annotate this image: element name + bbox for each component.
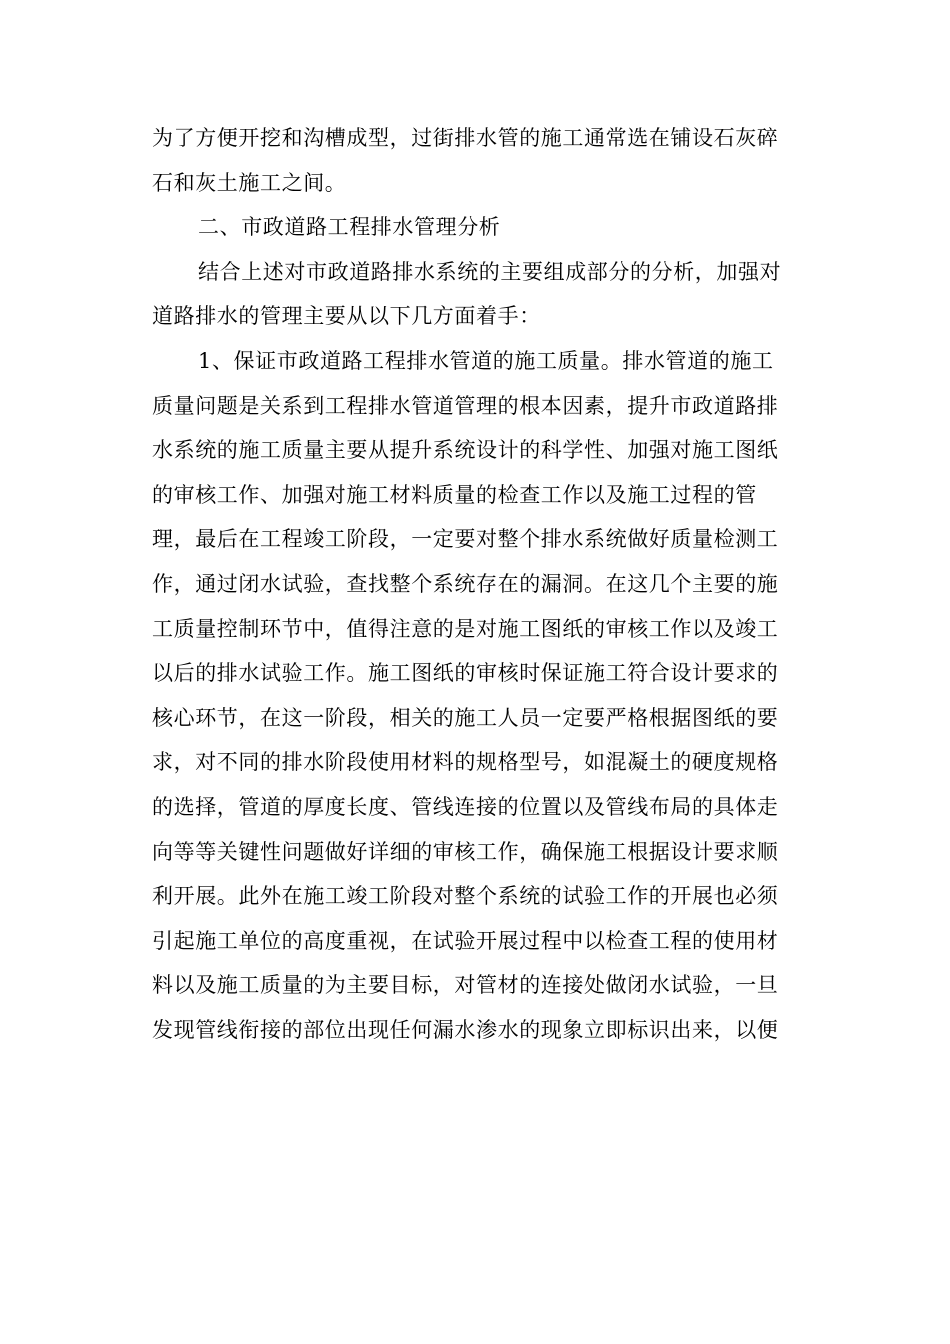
text-line: 利开展。此外在施工竣工阶段对整个系统的试验工作的开展也必须 xyxy=(152,884,779,909)
text-line: 结合上述对市政道路排水系统的主要组成部分的分析，加强对 xyxy=(198,259,782,284)
text-line: 1、保证市政道路工程排水管道的施工质量。排水管道的施工 xyxy=(198,348,774,373)
text-line: 求，对不同的排水阶段使用材料的规格型号，如混凝土的硬度规格 xyxy=(152,750,779,775)
text-line: 质量问题是关系到工程排水管道管理的根本因素，提升市政道路排 xyxy=(152,393,779,418)
text-line: 发现管线衔接的部位出现任何漏水渗水的现象立即标识出来，以便 xyxy=(152,1017,779,1042)
body-text xyxy=(152,116,802,1052)
text-line: 工质量控制环节中，值得注意的是对施工图纸的审核工作以及竣工 xyxy=(152,616,779,641)
text-line: 道路排水的管理主要从以下几方面着手： xyxy=(152,304,541,329)
text-line: 理，最后在工程竣工阶段，一定要对整个排水系统做好质量检测工 xyxy=(152,527,779,552)
text-line: 核心环节，在这一阶段，相关的施工人员一定要严格根据图纸的要 xyxy=(152,705,779,730)
text-line: 以后的排水试验工作。施工图纸的审核时保证施工符合设计要求的 xyxy=(152,661,779,686)
text-line: 为了方便开挖和沟槽成型，过街排水管的施工通常选在铺设石灰碎 xyxy=(152,126,779,150)
text-line: 水系统的施工质量主要从提升系统设计的科学性、加强对施工图纸 xyxy=(152,438,779,463)
section-heading: 二、市政道路工程排水管理分析 xyxy=(198,215,501,240)
text-line: 料以及施工质量的为主要目标，对管材的连接处做闭水试验，一旦 xyxy=(152,973,779,998)
text-line: 作，通过闭水试验，查找整个系统存在的漏洞。在这几个主要的施 xyxy=(152,571,779,596)
text-line: 引起施工单位的高度重视，在试验开展过程中以检查工程的使用材 xyxy=(152,928,779,953)
text-line: 的审核工作、加强对施工材料质量的检查工作以及施工过程的管 xyxy=(152,482,757,507)
text-line: 的选择，管道的厚度长度、管线连接的位置以及管线布局的具体走 xyxy=(152,794,779,819)
text-line: 向等等关键性问题做好详细的审核工作，确保施工根据设计要求顺 xyxy=(152,839,779,864)
text-line: 石和灰土施工之间。 xyxy=(152,170,347,195)
